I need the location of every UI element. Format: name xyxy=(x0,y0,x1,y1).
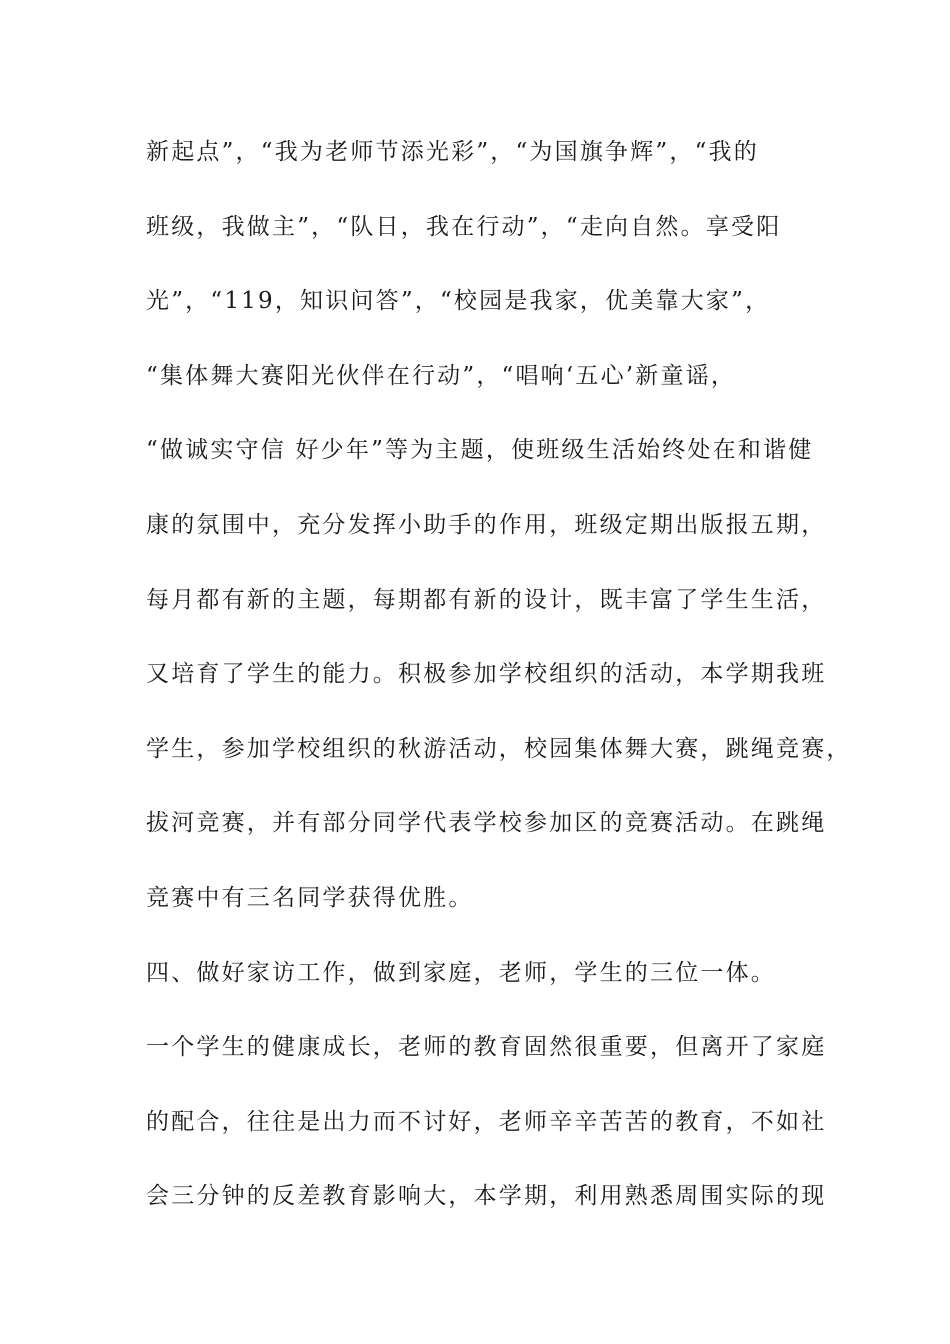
text-line: 一个学生的健康成长，老师的教育固然很重要，但离开了家庭 xyxy=(146,1034,827,1061)
text-line: 每月都有新的主题，每期都有新的设计，既丰富了学生生活， xyxy=(146,586,827,613)
text-line: 康的氛围中，充分发挥小助手的作用，班级定期出版报五期， xyxy=(146,511,827,538)
text-line: 又培育了学生的能力。积极参加学校组织的活动，本学期我班 xyxy=(146,661,827,688)
text-line: “做诚实守信 好少年”等为主题，使班级生活始终处在和谐健 xyxy=(146,437,814,464)
text-line: 班级，我做主”，“队日，我在行动”，“走向自然。享受阳 xyxy=(146,213,782,240)
text-line: 竞赛中有三名同学获得优胜。 xyxy=(146,884,474,911)
text-line: 学生，参加学校组织的秋游活动，校园集体舞大赛，跳绳竞赛， xyxy=(146,735,852,762)
text-line: “集体舞大赛阳光伙伴在行动”，“唱响‘五心’新童谣， xyxy=(146,362,737,389)
text-line: 的配合，往往是出力而不讨好，老师辛辛苦苦的教育，不如社 xyxy=(146,1108,827,1135)
body-text xyxy=(146,132,852,1251)
text-line: 会三分钟的反差教育影响大，本学期，利用熟悉周围实际的现 xyxy=(146,1183,827,1210)
section-heading: 四、做好家访工作，做到家庭，老师，学生的三位一体。 xyxy=(146,959,776,986)
text-line: 光”，“119，知识问答”，“校园是我家，优美靠大家”， xyxy=(146,288,771,315)
text-line: 新起点”，“我为老师节添光彩”，“为国旗争辉”，“我的 xyxy=(146,139,759,165)
text-line: 拔河竞赛，并有部分同学代表学校参加区的竞赛活动。在跳绳 xyxy=(146,810,827,837)
